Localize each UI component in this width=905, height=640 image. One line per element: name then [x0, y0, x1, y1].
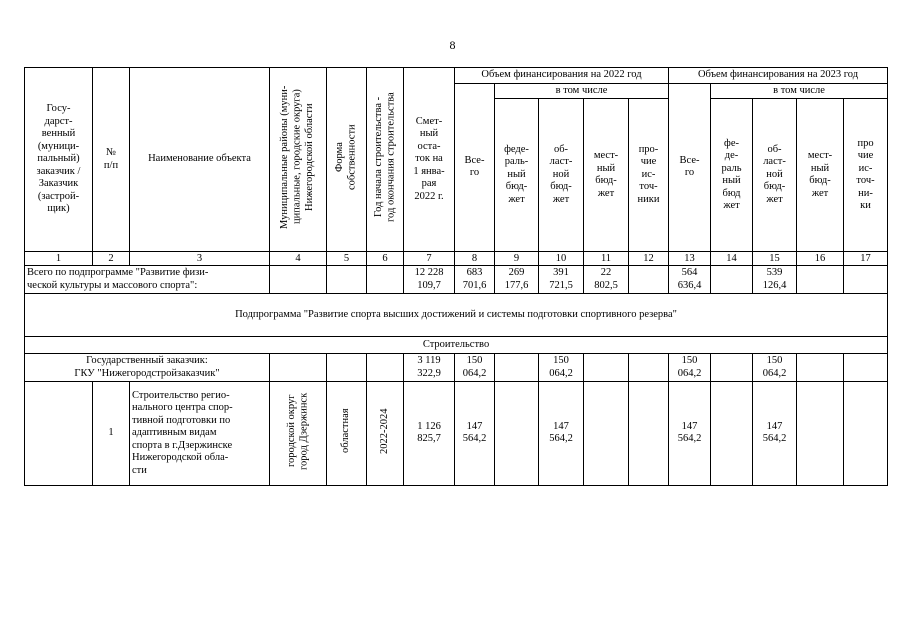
object-regional-2023: 147 564,2 — [753, 382, 797, 486]
column-number: 10 — [539, 252, 584, 266]
summary-total-2022: 683 701,6 — [455, 266, 495, 294]
header-fin-2023: Объем финансирования на 2023 год — [669, 68, 888, 84]
section-title: Строительство — [25, 337, 888, 354]
customer-other-2023 — [844, 354, 888, 382]
column-number: 11 — [584, 252, 629, 266]
column-number: 5 — [327, 252, 367, 266]
column-number: 8 — [455, 252, 495, 266]
header-including-2023: в том числе — [711, 83, 888, 99]
customer-row — [25, 354, 888, 382]
summary-estimate: 12 228 109,7 — [404, 266, 455, 294]
header-object-name: Наименование объекта — [130, 68, 270, 252]
summary-federal-2022: 269 177,6 — [495, 266, 539, 294]
object-estimate: 1 126 825,7 — [404, 382, 455, 486]
customer-regional-2023: 150 064,2 — [753, 354, 797, 382]
header-fin-2022: Объем финансирования на 2022 год — [455, 68, 669, 84]
customer-estimate: 3 119 322,9 — [404, 354, 455, 382]
customer-other-2022 — [629, 354, 669, 382]
object-name: Строительство регио- нального центра спор- тивной подготовки по адаптивным видам спорта в г.Дзержинске Нижегородской обла- сти — [130, 382, 270, 486]
customer-label: Государственный заказчик: ГКУ "Нижегородстройзаказчик" — [25, 354, 270, 382]
object-row — [25, 382, 888, 486]
column-number: 4 — [270, 252, 327, 266]
summary-label: Всего по подпрограмме "Развитие физи- ческой культуры и массового спорта": — [25, 266, 270, 294]
object-other-2023 — [844, 382, 888, 486]
customer-regional-2022: 150 064,2 — [539, 354, 584, 382]
header-including-2022: в том числе — [495, 83, 669, 99]
object-district: городской округ город Дзержинск — [270, 382, 327, 486]
column-number: 2 — [93, 252, 130, 266]
header-other-2022: про- чие ис- точ- ники — [629, 99, 669, 252]
subprogram-title: Подпрограмма "Развитие спорта высших достижений и системы подготовки спортивного резерва" — [25, 294, 888, 337]
header-regional-2022: об- ласт- ной бюд- жет — [539, 99, 584, 252]
column-number: 9 — [495, 252, 539, 266]
summary-row — [25, 266, 888, 294]
header-other-2023: про чие ис- точ- ни- ки — [844, 99, 888, 252]
customer-federal-2022 — [495, 354, 539, 382]
object-total-2022: 147 564,2 — [455, 382, 495, 486]
object-customer-cell — [25, 382, 93, 486]
column-number: 15 — [753, 252, 797, 266]
summary-federal-2023 — [711, 266, 753, 294]
summary-total-2023: 564 636,4 — [669, 266, 711, 294]
financing-table — [24, 67, 888, 486]
customer-local-2022 — [584, 354, 629, 382]
object-regional-2022: 147 564,2 — [539, 382, 584, 486]
header-ownership: Форма собственности — [327, 68, 367, 252]
header-customer: Госу- дарст- венный (муници- пальный) заказчик / Заказчик (застрой- щик) — [25, 68, 93, 252]
summary-local-2023 — [797, 266, 844, 294]
object-total-2023: 147 564,2 — [669, 382, 711, 486]
column-number: 17 — [844, 252, 888, 266]
summary-cell — [270, 266, 327, 294]
column-number-row — [25, 252, 888, 266]
summary-other-2023 — [844, 266, 888, 294]
customer-cell — [367, 354, 404, 382]
column-number: 16 — [797, 252, 844, 266]
column-number: 14 — [711, 252, 753, 266]
header-total-2022: Все- го — [455, 83, 495, 252]
object-federal-2022 — [495, 382, 539, 486]
column-number: 3 — [130, 252, 270, 266]
object-ownership: областная — [327, 382, 367, 486]
summary-regional-2022: 391 721,5 — [539, 266, 584, 294]
customer-federal-2023 — [711, 354, 753, 382]
object-federal-2023 — [711, 382, 753, 486]
column-number: 7 — [404, 252, 455, 266]
header-federal-2023: фе- де- раль ный бюд жет — [711, 99, 753, 252]
object-other-2022 — [629, 382, 669, 486]
object-num: 1 — [93, 382, 130, 486]
summary-cell — [367, 266, 404, 294]
header-local-2023: мест- ный бюд- жет — [797, 99, 844, 252]
customer-cell — [327, 354, 367, 382]
header-total-2023: Все- го — [669, 83, 711, 252]
header-regional-2023: об- ласт- ной бюд- жет — [753, 99, 797, 252]
customer-total-2022: 150 064,2 — [455, 354, 495, 382]
customer-total-2023: 150 064,2 — [669, 354, 711, 382]
header-districts: Муниципальные районы (муни- ципальные, городские округа) Нижегородской области — [270, 68, 327, 252]
summary-other-2022 — [629, 266, 669, 294]
page-number: 8 — [449, 38, 456, 52]
column-number: 6 — [367, 252, 404, 266]
column-number: 12 — [629, 252, 669, 266]
subprogram-row — [25, 294, 888, 337]
header-estimate: Смет- ный оста- ток на 1 янва- рая 2022 г. — [404, 68, 455, 252]
header-federal-2022: феде- раль- ный бюд- жет — [495, 99, 539, 252]
summary-cell — [327, 266, 367, 294]
customer-local-2023 — [797, 354, 844, 382]
summary-regional-2023: 539 126,4 — [753, 266, 797, 294]
header-local-2022: мест- ный бюд- жет — [584, 99, 629, 252]
object-local-2022 — [584, 382, 629, 486]
object-local-2023 — [797, 382, 844, 486]
header-num: № п/п — [93, 68, 130, 252]
header-years: Год начала строительства - год окончания строительства — [367, 68, 404, 252]
summary-local-2022: 22 802,5 — [584, 266, 629, 294]
header-row-1 — [25, 68, 888, 84]
column-number: 13 — [669, 252, 711, 266]
column-number: 1 — [25, 252, 93, 266]
customer-cell — [270, 354, 327, 382]
section-row — [25, 337, 888, 354]
object-years: 2022-2024 — [367, 382, 404, 486]
